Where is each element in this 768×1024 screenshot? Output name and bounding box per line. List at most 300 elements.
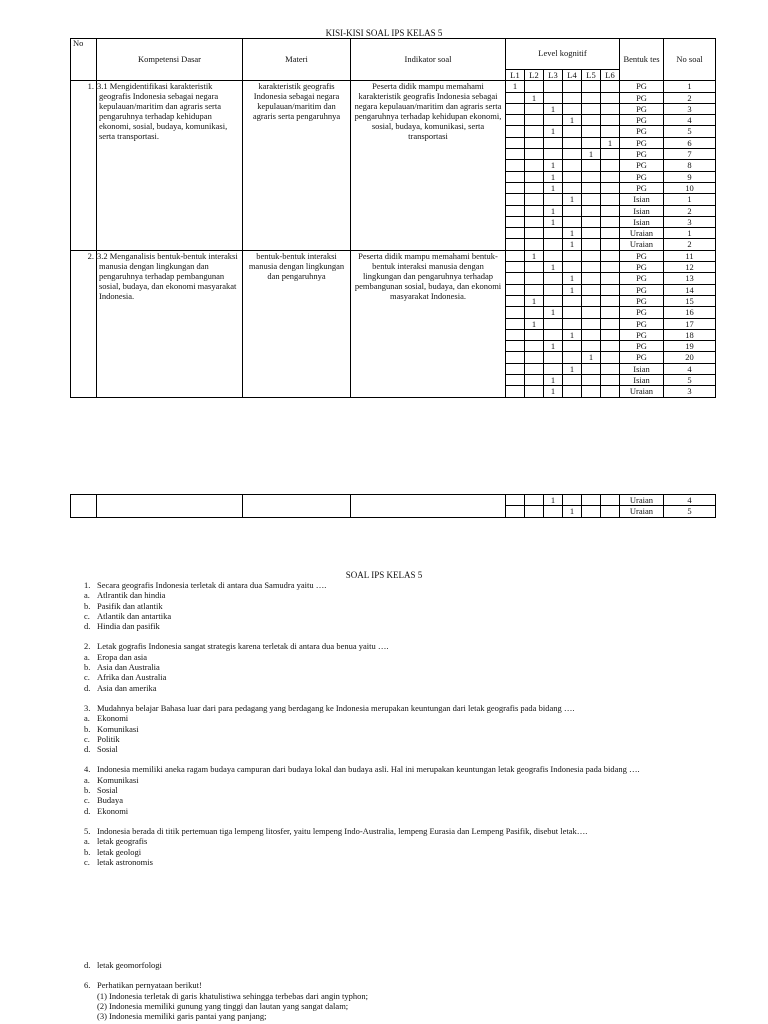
header-no: No	[71, 39, 97, 81]
level-cell	[525, 352, 544, 363]
level-cell	[506, 103, 525, 114]
level-cell	[601, 103, 620, 114]
header-materi: Materi	[243, 39, 351, 81]
option-text: Ekonomi	[97, 713, 129, 724]
no-soal-cell: 5	[664, 375, 716, 386]
option-letter: d.	[84, 960, 91, 970]
question-number: 1.	[84, 580, 91, 590]
option-letter: a.	[84, 713, 90, 724]
level-cell: 1	[563, 228, 582, 239]
level-cell	[563, 495, 582, 506]
option-text: letak astronomis	[97, 856, 153, 867]
level-cell	[563, 182, 582, 193]
bentuk-tes-cell: PG	[620, 92, 664, 103]
bentuk-tes-cell: Isian	[620, 205, 664, 216]
question-number: 2.	[84, 641, 91, 652]
level-cell	[563, 216, 582, 227]
row-number: 1.	[71, 81, 97, 250]
table-row	[71, 81, 716, 92]
kd-code: 3.1	[97, 81, 110, 92]
level-cell	[506, 182, 525, 193]
bentuk-tes-cell: Uraian	[620, 495, 664, 506]
option-text: Ekonomi	[97, 805, 129, 816]
level-cell	[563, 341, 582, 352]
question-5-continued	[84, 960, 368, 1021]
level-cell	[525, 103, 544, 114]
level-cell	[506, 171, 525, 182]
level-cell	[601, 262, 620, 273]
option-letter: a.	[84, 590, 90, 601]
bentuk-tes-cell: Uraian	[620, 239, 664, 250]
question	[84, 641, 640, 692]
level-cell	[563, 171, 582, 182]
question-option	[84, 590, 640, 600]
level-cell	[525, 495, 544, 506]
level-cell	[506, 149, 525, 160]
option-text: Asia dan amerika	[97, 682, 157, 693]
header-level-kognitif: Level kognitif	[506, 39, 620, 70]
question-option	[84, 734, 640, 744]
option-letter: b.	[84, 723, 91, 734]
level-cell: 1	[525, 318, 544, 329]
bentuk-tes-cell: PG	[620, 137, 664, 148]
level-cell	[506, 137, 525, 148]
no-soal-cell: 5	[664, 506, 716, 517]
level-cell	[601, 318, 620, 329]
option-letter: c.	[84, 856, 90, 867]
no-soal-cell: 19	[664, 341, 716, 352]
level-cell	[563, 318, 582, 329]
level-cell	[601, 92, 620, 103]
option-letter: d.	[84, 744, 91, 755]
option-text: Sosial	[97, 785, 118, 796]
option-text: Hindia dan pasifik	[97, 621, 160, 632]
level-cell	[525, 160, 544, 171]
question-text: Indonesia memiliki aneka ragam budaya campuran dari budaya lokal dan budaya asli. Hal ini merupakan keuntungan letak geografis Indonesia pada bidang ….	[97, 764, 640, 775]
document-title: KISI-KISI SOAL IPS KELAS 5	[325, 28, 443, 38]
level-cell	[525, 171, 544, 182]
level-cell: 1	[563, 115, 582, 126]
no-soal-cell: 12	[664, 262, 716, 273]
header-level-l1: L1	[506, 70, 525, 81]
option-letter: a.	[84, 774, 90, 785]
level-cell: 1	[563, 239, 582, 250]
level-cell	[582, 375, 601, 386]
level-cell	[601, 273, 620, 284]
question-option	[84, 775, 640, 785]
level-cell: 1	[582, 352, 601, 363]
no-soal-cell: 3	[664, 103, 716, 114]
level-cell	[506, 375, 525, 386]
level-cell	[525, 307, 544, 318]
bentuk-tes-cell: Isian	[620, 216, 664, 227]
level-cell: 1	[544, 103, 563, 114]
level-cell	[506, 194, 525, 205]
level-cell	[582, 495, 601, 506]
no-soal-cell: 1	[664, 194, 716, 205]
header-level-l6: L6	[601, 70, 620, 81]
no-soal-cell: 7	[664, 149, 716, 160]
level-cell	[525, 205, 544, 216]
level-cell	[601, 149, 620, 160]
option-text: Atlantik dan antartika	[97, 610, 172, 621]
bentuk-tes-cell: PG	[620, 318, 664, 329]
level-cell	[601, 329, 620, 340]
level-cell	[582, 81, 601, 92]
level-cell	[601, 284, 620, 295]
no-soal-cell: 20	[664, 352, 716, 363]
table-row	[71, 495, 716, 506]
level-cell: 1	[563, 506, 582, 517]
no-soal-cell: 8	[664, 160, 716, 171]
level-cell: 1	[544, 495, 563, 506]
question-option	[84, 744, 640, 754]
level-cell	[506, 228, 525, 239]
level-cell	[563, 307, 582, 318]
level-cell	[506, 307, 525, 318]
row-number	[71, 495, 97, 518]
question-number: 4.	[84, 764, 91, 775]
level-cell	[601, 205, 620, 216]
level-cell: 1	[544, 375, 563, 386]
level-cell	[525, 239, 544, 250]
question-number: 3.	[84, 702, 91, 713]
level-cell	[582, 126, 601, 137]
level-cell	[582, 92, 601, 103]
bentuk-tes-cell: PG	[620, 149, 664, 160]
kompetensi-dasar-cell: 3.1 Mengidentifikasi karakteristik geografis Indonesia sebagai negara kepulauan/maritim dan agraris serta pengaruhnya terhadap kehidupan ekonomi, sosial, budaya, komunikasi, serta transportasi.	[97, 81, 243, 250]
level-cell	[582, 160, 601, 171]
header-kompetensi-dasar: Kompetensi Dasar	[97, 39, 243, 81]
no-soal-cell: 3	[664, 216, 716, 227]
bentuk-tes-cell: PG	[620, 126, 664, 137]
level-cell	[506, 126, 525, 137]
level-cell	[525, 137, 544, 148]
header-no-soal: No soal	[664, 39, 716, 81]
option-letter: c.	[84, 733, 90, 744]
level-cell	[544, 273, 563, 284]
level-cell	[506, 352, 525, 363]
option-letter: d.	[84, 805, 91, 816]
no-soal-cell: 6	[664, 137, 716, 148]
bentuk-tes-cell: PG	[620, 81, 664, 92]
bentuk-tes-cell: PG	[620, 262, 664, 273]
question-6	[84, 980, 368, 1021]
question-option	[84, 683, 640, 693]
option-letter: a.	[84, 651, 90, 662]
level-cell	[601, 81, 620, 92]
level-cell	[506, 239, 525, 250]
option-text: Eropa dan asia	[97, 651, 148, 662]
option-letter: b.	[84, 846, 91, 857]
level-cell	[582, 506, 601, 517]
level-cell	[563, 126, 582, 137]
bentuk-tes-cell: PG	[620, 352, 664, 363]
no-soal-cell: 16	[664, 307, 716, 318]
materi-cell: bentuk-bentuk interaksi manusia dengan lingkungan dan pengaruhnya	[243, 250, 351, 397]
level-cell	[506, 341, 525, 352]
table-row	[71, 250, 716, 261]
bentuk-tes-cell: PG	[620, 103, 664, 114]
level-cell	[525, 273, 544, 284]
question-stem	[84, 580, 640, 590]
level-cell	[525, 228, 544, 239]
bentuk-tes-cell: PG	[620, 273, 664, 284]
level-cell	[582, 307, 601, 318]
level-cell: 1	[525, 295, 544, 306]
level-cell: 1	[544, 205, 563, 216]
level-cell	[601, 386, 620, 397]
materi-cell: karakteristik geografis Indonesia sebagai negara kepulauan/maritim dan agraris serta pengaruhnya	[243, 81, 351, 250]
option-letter: b.	[84, 600, 91, 611]
level-cell	[544, 506, 563, 517]
no-soal-cell: 4	[664, 495, 716, 506]
question	[84, 580, 640, 631]
level-cell	[525, 375, 544, 386]
level-cell	[544, 81, 563, 92]
level-cell	[601, 375, 620, 386]
kisi-kisi-table	[70, 38, 716, 398]
level-cell	[563, 92, 582, 103]
level-cell	[525, 216, 544, 227]
bentuk-tes-cell: PG	[620, 295, 664, 306]
no-soal-cell: 4	[664, 115, 716, 126]
level-cell	[601, 495, 620, 506]
level-cell: 1	[544, 307, 563, 318]
level-cell: 1	[544, 262, 563, 273]
level-cell: 1	[544, 171, 563, 182]
kompetensi-dasar-cell: 3.2 Menganalisis bentuk-bentuk interaksi manusia dengan lingkungan dan pengaruhnya terhadap pembangunan sosial, budaya, dan ekonomi masyarakat Indonesia.	[97, 250, 243, 397]
level-cell	[544, 92, 563, 103]
level-cell: 1	[506, 81, 525, 92]
level-cell	[544, 329, 563, 340]
question	[84, 703, 640, 754]
level-cell	[582, 171, 601, 182]
level-cell	[506, 363, 525, 374]
level-cell	[525, 386, 544, 397]
level-cell: 1	[544, 341, 563, 352]
header-bentuk-tes: Bentuk tes	[620, 39, 664, 81]
level-cell	[506, 284, 525, 295]
level-cell	[525, 126, 544, 137]
bentuk-tes-cell: Uraian	[620, 386, 664, 397]
level-cell	[544, 228, 563, 239]
level-cell	[582, 228, 601, 239]
level-cell: 1	[563, 363, 582, 374]
question-option	[84, 795, 640, 805]
level-cell	[506, 295, 525, 306]
bentuk-tes-cell: Isian	[620, 375, 664, 386]
option-letter: b.	[84, 785, 91, 796]
level-cell	[582, 137, 601, 148]
level-cell	[601, 307, 620, 318]
level-cell	[582, 273, 601, 284]
level-cell: 1	[544, 386, 563, 397]
header-level-l4: L4	[563, 70, 582, 81]
question-option	[84, 713, 640, 723]
option-text: letak geologi	[97, 846, 142, 857]
level-cell	[506, 250, 525, 261]
level-cell	[563, 375, 582, 386]
level-cell	[601, 115, 620, 126]
bentuk-tes-cell: PG	[620, 171, 664, 182]
level-cell	[506, 386, 525, 397]
level-cell	[525, 506, 544, 517]
question-number: 5.	[84, 825, 91, 836]
level-cell	[601, 506, 620, 517]
no-soal-cell: 1	[664, 81, 716, 92]
level-cell	[582, 103, 601, 114]
question-number: 6.	[84, 980, 91, 991]
level-cell	[525, 194, 544, 205]
q6-item: (1) Indonesia terletak di garis khatulistiwa sehingga terbebas dari angin typhon;	[97, 990, 368, 1001]
soal-title: SOAL IPS KELAS 5	[345, 570, 423, 580]
level-cell	[506, 318, 525, 329]
level-cell	[506, 205, 525, 216]
question-option	[84, 806, 640, 816]
option-text: Pasifik dan atlantik	[97, 600, 163, 611]
bentuk-tes-cell: PG	[620, 341, 664, 352]
level-cell	[563, 262, 582, 273]
q6-item: (2) Indonesia memiliki gunung yang tinggi dan lautan yang sangat dalam;	[97, 1000, 349, 1011]
question-option	[84, 960, 368, 970]
no-soal-cell: 11	[664, 250, 716, 261]
level-cell	[582, 115, 601, 126]
level-cell	[525, 81, 544, 92]
level-cell	[582, 194, 601, 205]
level-cell	[525, 149, 544, 160]
level-cell	[582, 182, 601, 193]
kd-code: 3.2	[97, 250, 110, 261]
option-text: letak geomorfologi	[97, 960, 162, 970]
question-text: Letak gografis Indonesia sangat strategis karena terletak di antara dua benua yaitu ….	[97, 641, 389, 652]
level-cell	[601, 295, 620, 306]
level-cell	[582, 295, 601, 306]
question-stem	[84, 703, 640, 713]
bentuk-tes-cell: Isian	[620, 194, 664, 205]
option-letter: a.	[84, 836, 90, 847]
level-cell: 1	[563, 273, 582, 284]
level-cell	[506, 160, 525, 171]
level-cell	[601, 352, 620, 363]
bentuk-tes-cell: Uraian	[620, 228, 664, 239]
no-soal-cell: 1	[664, 228, 716, 239]
level-cell	[563, 137, 582, 148]
level-cell	[563, 81, 582, 92]
level-cell	[525, 341, 544, 352]
option-text: Afrika dan Australia	[97, 672, 167, 683]
level-cell	[506, 115, 525, 126]
option-text: Komunikasi	[97, 723, 139, 734]
level-cell	[544, 239, 563, 250]
bentuk-tes-cell: PG	[620, 284, 664, 295]
level-cell: 1	[544, 216, 563, 227]
question-option	[84, 621, 640, 631]
question-option	[84, 662, 640, 672]
question	[84, 826, 640, 867]
no-soal-cell: 18	[664, 329, 716, 340]
level-cell	[525, 284, 544, 295]
row-number: 2.	[71, 250, 97, 397]
level-cell	[582, 329, 601, 340]
option-letter: d.	[84, 682, 91, 693]
level-cell	[544, 363, 563, 374]
level-cell: 1	[582, 149, 601, 160]
indikator-cell: Peserta didik mampu memahami karakteristik geografis Indonesia sebagai negara kepulauan/maritim dan agraris serta pengaruhnya terhadap kehidupan ekonomi, sosial, budaya, komunikasi, serta transportasi	[351, 81, 506, 250]
level-cell	[601, 228, 620, 239]
question-stem	[84, 826, 640, 836]
level-cell	[506, 92, 525, 103]
no-soal-cell: 17	[664, 318, 716, 329]
option-text: Budaya	[97, 795, 123, 806]
indikator-cell	[351, 495, 506, 518]
option-text: Atlrantik dan hindia	[97, 590, 166, 601]
level-cell: 1	[525, 250, 544, 261]
level-cell	[544, 284, 563, 295]
option-text: Asia dan Australia	[97, 662, 160, 673]
level-cell	[525, 115, 544, 126]
level-cell	[601, 160, 620, 171]
question-text: Mudahnya belajar Bahasa luar dari para pedagang yang berdagang ke Indonesia merupakan keuntungan dari letak geografis pada bidang ….	[97, 702, 575, 713]
level-cell	[601, 194, 620, 205]
level-cell	[525, 329, 544, 340]
question-option	[84, 611, 640, 621]
bentuk-tes-cell: PG	[620, 160, 664, 171]
level-cell	[563, 160, 582, 171]
level-cell: 1	[544, 182, 563, 193]
level-cell	[582, 250, 601, 261]
q6-item: (3) Indonesia memiliki garis pantai yang panjang;	[97, 1011, 267, 1022]
no-soal-cell: 15	[664, 295, 716, 306]
level-cell	[544, 318, 563, 329]
bentuk-tes-cell: PG	[620, 182, 664, 193]
level-cell	[582, 341, 601, 352]
no-soal-cell: 2	[664, 239, 716, 250]
materi-cell	[243, 495, 351, 518]
level-cell	[601, 171, 620, 182]
level-cell	[506, 329, 525, 340]
level-cell	[544, 194, 563, 205]
level-cell	[544, 137, 563, 148]
level-cell: 1	[563, 194, 582, 205]
level-cell	[582, 239, 601, 250]
option-text: Komunikasi	[97, 774, 139, 785]
level-cell	[582, 284, 601, 295]
question-option	[84, 724, 640, 734]
question-option	[84, 836, 640, 846]
level-cell	[563, 205, 582, 216]
level-cell	[525, 262, 544, 273]
level-cell	[601, 216, 620, 227]
header-level-l2: L2	[525, 70, 544, 81]
option-letter: d.	[84, 621, 91, 632]
level-cell	[582, 262, 601, 273]
question-list	[84, 580, 640, 877]
option-letter: c.	[84, 795, 90, 806]
level-cell	[506, 216, 525, 227]
question	[84, 764, 640, 815]
level-cell	[601, 341, 620, 352]
option-text: Politik	[97, 733, 120, 744]
bentuk-tes-cell: PG	[620, 250, 664, 261]
level-cell: 1	[525, 92, 544, 103]
level-cell	[544, 149, 563, 160]
level-cell	[582, 216, 601, 227]
question-option	[84, 672, 640, 682]
question-option	[84, 857, 640, 867]
level-cell	[544, 250, 563, 261]
level-cell	[525, 182, 544, 193]
